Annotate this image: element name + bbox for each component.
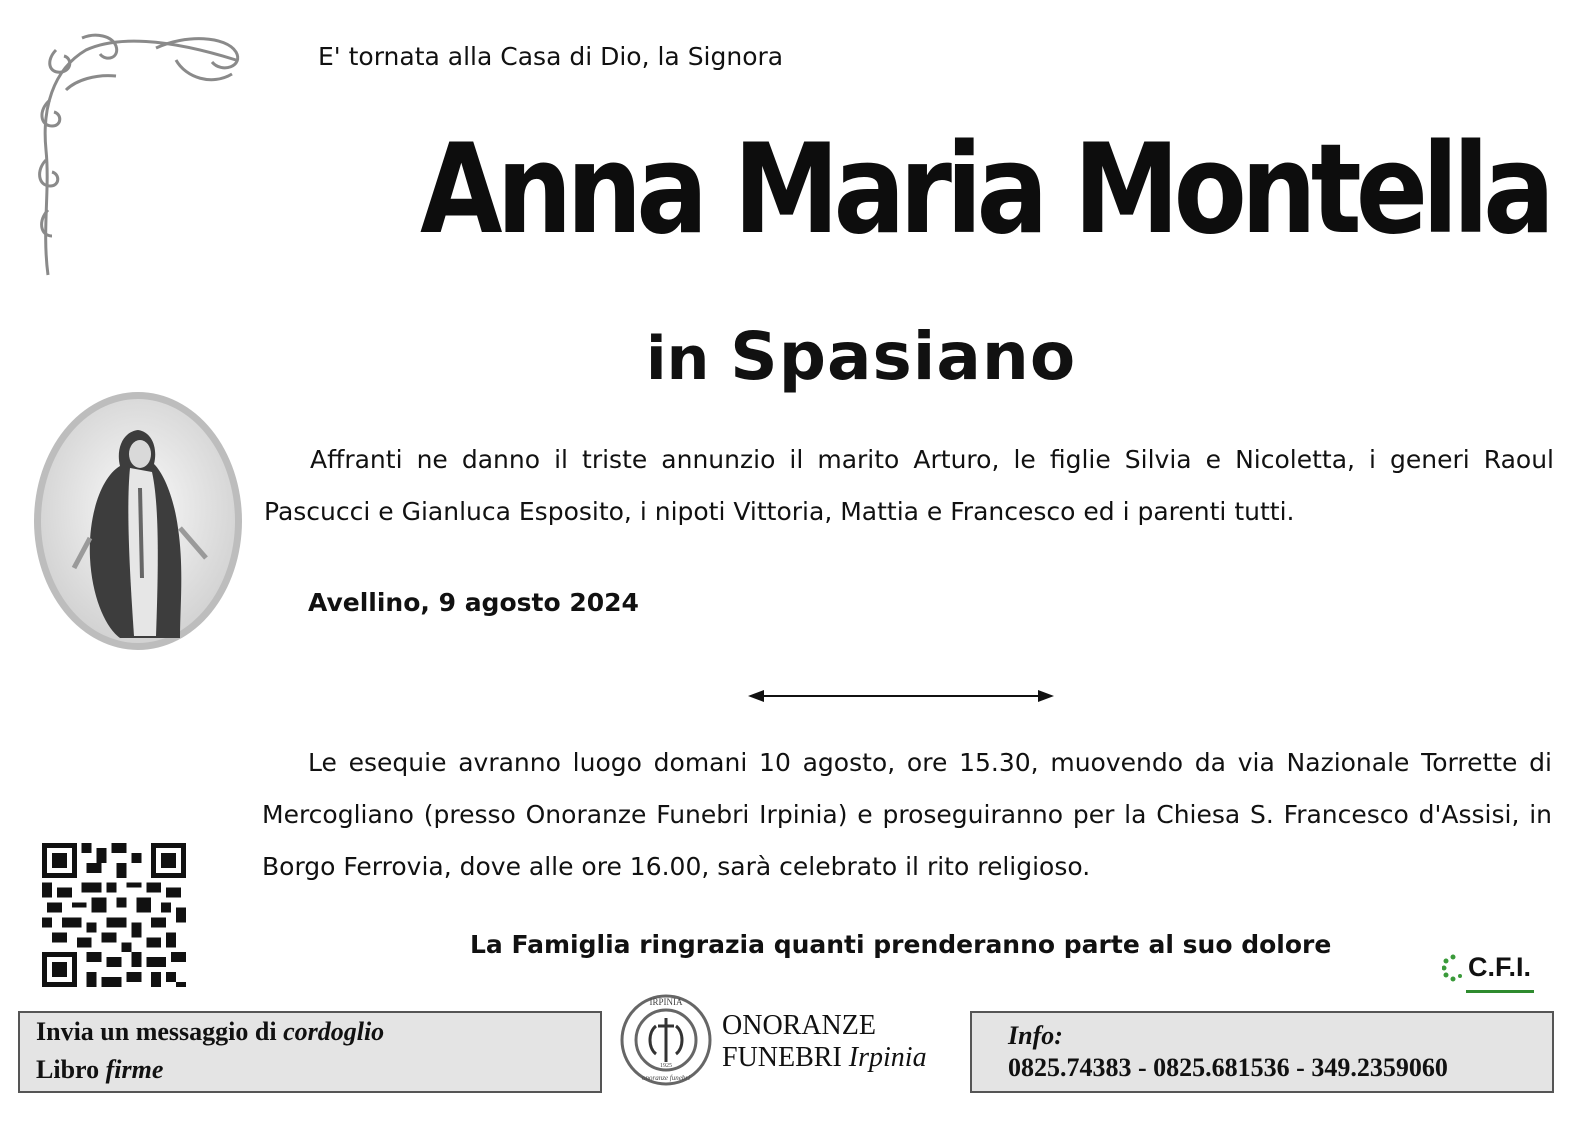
info-box (970, 1011, 1554, 1093)
condolence-line[interactable] (36, 1017, 384, 1047)
agency-seal-icon (618, 992, 714, 1088)
announcement-text: Affranti ne danno il triste annunzio il marito Arturo, le figlie Silvia e Nicoletta, i generi Raoul Pascucci e Gianluca Esposito, i nipoti Vittoria, Mattia e Francesco ed i parenti tutti. (264, 445, 1554, 526)
guestbook-line[interactable] (36, 1055, 163, 1085)
guestbook-italic: firme (105, 1055, 164, 1084)
info-label-text: Info: (1008, 1021, 1063, 1050)
intro-text: E' tornata alla Casa di Dio, la Signora (318, 42, 784, 71)
deceased-name: Anna Maria Montella (420, 118, 1550, 262)
condolence-italic: cordoglio (283, 1017, 385, 1046)
thanks-text: La Famiglia ringrazia quanti prenderanno parte al suo dolore (470, 930, 1332, 959)
married-name (646, 318, 1076, 395)
double-arrow-icon (746, 688, 1056, 704)
condolence-prefix: Invia un messaggio di (36, 1017, 284, 1046)
place-date: Avellino, 9 agosto 2024 (308, 588, 639, 617)
qr-code-icon[interactable] (42, 843, 186, 987)
corner-ornament-icon (36, 30, 246, 280)
agency-name-line1: ONORANZE (722, 1010, 876, 1041)
info-phones: 0825.74383 - 0825.681536 - 349.2359060 (1008, 1053, 1448, 1082)
madonna-portrait-icon (30, 388, 246, 654)
funeral-info-text: Le esequie avranno luogo domani 10 agosto, ore 15.30, muovendo da via Nazionale Torrette di Mercogliano (presso Onoranze Funebri Irpinia) e proseguiranno per la Chiesa S. Francesco d'Assisi, in Borgo Ferrovia, dove alle ore 16.00, sarà celebrato il rito religioso. (262, 748, 1552, 881)
cfi-logo: C.F.I. (1468, 952, 1532, 982)
seal-top-text: IRPINIA (649, 997, 683, 1007)
cfi-logo-icon (1442, 954, 1464, 982)
married-prefix: in (646, 324, 710, 394)
guestbook-prefix: Libro (36, 1055, 106, 1084)
cfi-underline (1466, 990, 1534, 993)
married-surname: Spasiano (730, 318, 1077, 395)
info-label (1008, 1021, 1063, 1051)
condolence-box[interactable] (18, 1011, 602, 1093)
seal-bottom-text: onoranze funebri (641, 1074, 691, 1082)
agency-name-line2 (722, 1042, 927, 1074)
agency-line2-prefix: FUNEBRI (722, 1042, 849, 1073)
agency-line2-italic: Irpinia (848, 1042, 927, 1073)
seal-year-text: 1925 (660, 1063, 672, 1069)
